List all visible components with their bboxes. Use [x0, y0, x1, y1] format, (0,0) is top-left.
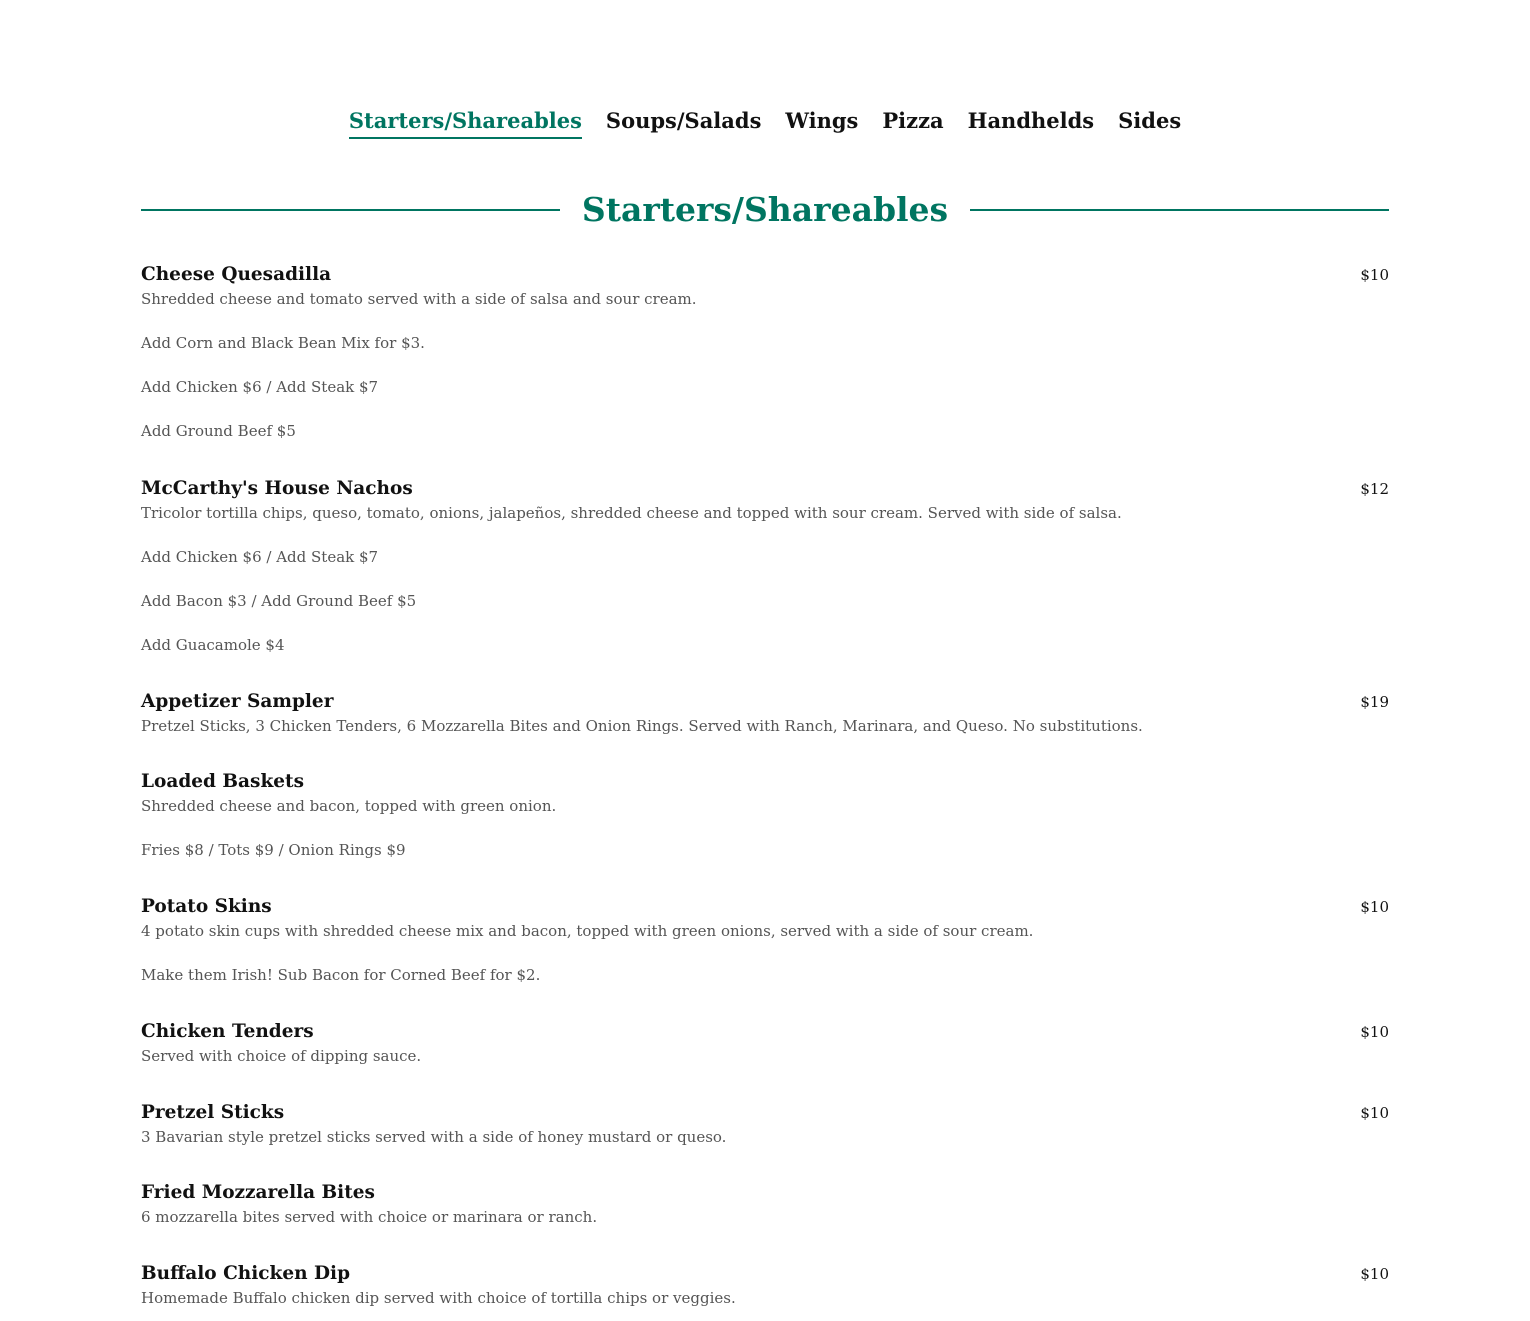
menu-item-price: $10 [1360, 266, 1389, 284]
menu-item-name: Cheese Quesadilla [141, 264, 332, 285]
description-line: Make them Irish! Sub Bacon for Corned Beef for $2. [141, 966, 541, 984]
menu-item-description [141, 795, 1389, 861]
menu-item-description [141, 715, 1389, 737]
description-line: Served with choice of dipping sauce. [141, 1047, 422, 1065]
description-line: Pretzel Sticks, 3 Chicken Tenders, 6 Mozzarella Bites and Onion Rings. Served with Ranch, Marinara, and Queso. No substitutions. [141, 717, 1143, 735]
menu-item-description [141, 920, 1389, 986]
description-line: Add Guacamole $4 [141, 636, 285, 654]
menu-item-name: Loaded Baskets [141, 771, 305, 792]
menu-item [141, 1180, 1389, 1228]
menu-item-description [141, 1206, 1389, 1228]
description-line: 4 potato skin cups with shredded cheese mix and bacon, topped with green onions, served with a side of sour cream. [141, 922, 1034, 940]
description-line: Homemade Buffalo chicken dip served with choice of tortilla chips or veggies. [141, 1289, 736, 1307]
description-line: Fries $8 / Tots $9 / Onion Rings $9 [141, 841, 406, 859]
menu-category-nav [0, 106, 1530, 139]
menu-item-price: $10 [1360, 1104, 1389, 1122]
menu-item-description [141, 1287, 1389, 1309]
description-line: Tricolor tortilla chips, queso, tomato, onions, jalapeños, shredded cheese and topped with sour cream. Served with side of salsa. [141, 504, 1122, 522]
description-line: 3 Bavarian style pretzel sticks served with a side of honey mustard or queso. [141, 1128, 727, 1146]
section-title: Starters/Shareables [581, 190, 949, 229]
menu-item [141, 1019, 1389, 1067]
menu-item-name: Pretzel Sticks [141, 1102, 285, 1123]
description-line: Add Chicken $6 / Add Steak $7 [141, 548, 379, 566]
tab-handhelds[interactable]: Handhelds [967, 108, 1095, 133]
menu-item [141, 769, 1389, 861]
description-line: Add Chicken $6 / Add Steak $7 [141, 378, 379, 396]
menu-item-price: $10 [1360, 1023, 1389, 1041]
menu-item-name: Fried Mozzarella Bites [141, 1182, 375, 1203]
description-line: Add Bacon $3 / Add Ground Beef $5 [141, 592, 417, 610]
section-rule-right [970, 209, 1389, 211]
tab-wings[interactable]: Wings [785, 108, 859, 133]
tab-soups-salads[interactable]: Soups/Salads [605, 108, 762, 133]
description-line: Shredded cheese and tomato served with a side of salsa and sour cream. [141, 290, 697, 308]
description-line: Shredded cheese and bacon, topped with green onion. [141, 797, 557, 815]
menu-item-price: $19 [1360, 693, 1389, 711]
menu-item-description [141, 288, 1389, 442]
menu-item [141, 1100, 1389, 1148]
tab-pizza[interactable]: Pizza [882, 108, 944, 133]
menu-item-name: Appetizer Sampler [141, 691, 334, 712]
menu-item-name: Chicken Tenders [141, 1021, 314, 1042]
description-line: 6 mozzarella bites served with choice or marinara or ranch. [141, 1208, 598, 1226]
menu-item-name: McCarthy's House Nachos [141, 478, 413, 499]
menu-item-name: Buffalo Chicken Dip [141, 1263, 351, 1284]
menu-item [141, 689, 1389, 737]
menu-item-name: Potato Skins [141, 896, 272, 917]
tab-starters-shareables[interactable]: Starters/Shareables [349, 106, 582, 139]
menu-item-price: $10 [1360, 898, 1389, 916]
description-line: Add Ground Beef $5 [141, 422, 296, 440]
section-header [141, 186, 1389, 234]
menu-item-price: $10 [1360, 1265, 1389, 1283]
menu-item-description [141, 502, 1389, 656]
menu-item [141, 262, 1389, 442]
menu-item [141, 476, 1389, 656]
menu-item-price: $12 [1360, 480, 1389, 498]
description-line: Add Corn and Black Bean Mix for $3. [141, 334, 425, 352]
menu-item [141, 894, 1389, 986]
menu-item [141, 1261, 1389, 1309]
tab-sides[interactable]: Sides [1118, 108, 1182, 133]
section-rule-left [141, 209, 560, 211]
menu-item-description [141, 1045, 1389, 1067]
menu-item-description [141, 1126, 1389, 1148]
